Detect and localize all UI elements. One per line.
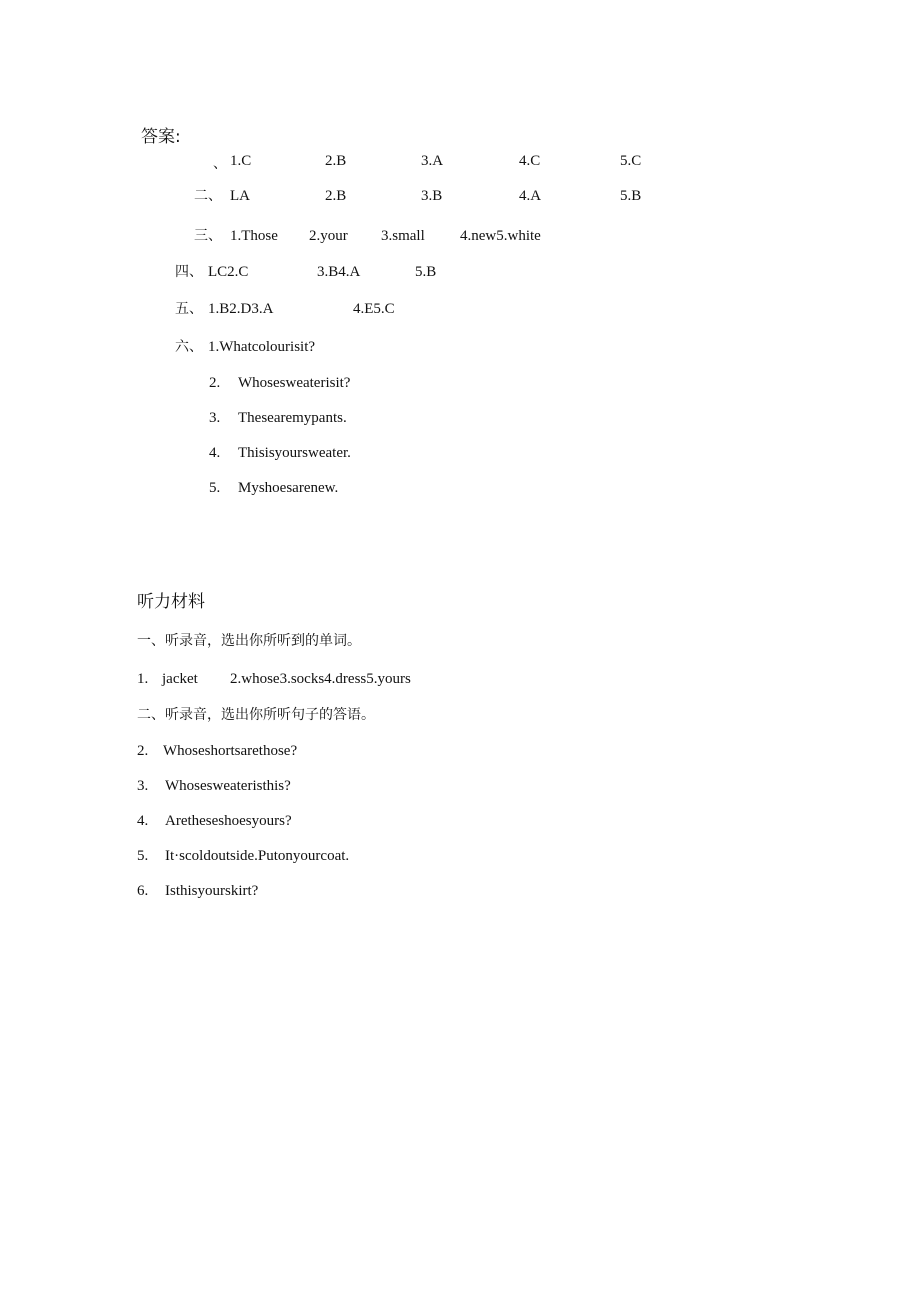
- sec5-prefix: 五、: [175, 301, 203, 317]
- listening-item-text: It·scoldoutside.Putonyourcoat.: [165, 848, 350, 864]
- listening-item-num: 5.: [137, 848, 149, 864]
- sec1-answer-4: 4.C: [519, 153, 541, 169]
- sec3-answer-4: 4.new5.white: [460, 228, 541, 244]
- sec4-prefix: 四、: [175, 264, 203, 280]
- sec6-item-text: Thesearemypants.: [238, 410, 347, 426]
- sec6-item-text: Myshoesarenew.: [238, 480, 339, 496]
- sec6-item-num: 3.: [209, 410, 221, 426]
- sec6-item-num: 5.: [209, 480, 221, 496]
- sec1-answer-5: 5.C: [620, 153, 642, 169]
- sec2-answer-5: 5.B: [620, 188, 642, 204]
- listening-item-text: Aretheseshoesyours?: [165, 813, 292, 829]
- sec5-answer-2: 4.E5.C: [353, 301, 395, 317]
- sec6-item-text: Thisisyoursweater.: [238, 445, 351, 461]
- sec1-answer-1: 1.C: [230, 153, 252, 169]
- listening-item-num: 4.: [137, 813, 149, 829]
- sec2-answer-3: 3.B: [421, 188, 443, 204]
- listening-part1-num: 1.: [137, 671, 149, 687]
- listening-title: 听力材料: [137, 592, 205, 612]
- sec6-answer-1: 1.Whatcolourisit?: [208, 339, 316, 355]
- sec6-prefix: 六、: [175, 339, 203, 355]
- sec1-prefix: 、: [213, 156, 227, 172]
- answers-title: 答案:: [141, 127, 181, 147]
- sec2-answer-4: 4.A: [519, 188, 542, 204]
- sec2-answer-2: 2.B: [325, 188, 347, 204]
- listening-item-text: Isthisyourskirt?: [165, 883, 259, 899]
- sec3-answer-2: 2.your: [309, 228, 348, 244]
- sec4-answer-2: 3.B4.A: [317, 264, 361, 280]
- listening-part1-instruction: 一、听录音，选出你所听到的单词。: [137, 633, 361, 649]
- listening-part2-instruction: 二、听录音，选出你所听句子的答语。: [137, 707, 375, 723]
- sec5-answer-1: 1.B2.D3.A: [208, 301, 274, 317]
- listening-part1-word1: jacket: [162, 671, 198, 687]
- sec4-answer-3: 5.B: [415, 264, 437, 280]
- listening-item-text: Whoseshortsarethose?: [163, 743, 298, 759]
- sec3-prefix: 三、: [194, 228, 222, 244]
- sec4-answer-1: LC2.C: [208, 264, 249, 280]
- sec2-answer-1: LA: [230, 188, 250, 204]
- sec1-answer-3: 3.A: [421, 153, 444, 169]
- sec3-answer-3: 3.small: [381, 228, 425, 244]
- sec3-answer-1: 1.Those: [230, 228, 278, 244]
- listening-item-num: 3.: [137, 778, 149, 794]
- sec6-item-num: 2.: [209, 375, 221, 391]
- listening-item-text: Whosesweateristhis?: [165, 778, 291, 794]
- sec1-answer-2: 2.B: [325, 153, 347, 169]
- listening-item-num: 2.: [137, 743, 149, 759]
- listening-item-num: 6.: [137, 883, 149, 899]
- sec6-item-text: Whosesweaterisit?: [238, 375, 351, 391]
- sec6-item-num: 4.: [209, 445, 221, 461]
- listening-part1-words: 2.whose3.socks4.dress5.yours: [230, 671, 411, 687]
- sec2-prefix: 二、: [194, 188, 222, 204]
